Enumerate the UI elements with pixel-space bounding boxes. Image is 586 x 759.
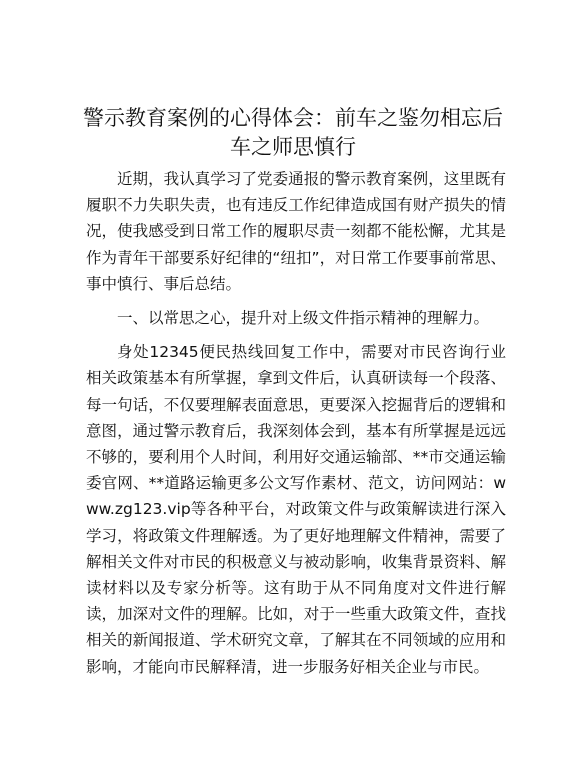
document-title-line-1: 警示教育案例的心得体会：前车之鉴勿相忘后 (83, 106, 503, 130)
intro-paragraph: 近期，我认真学习了党委通报的警示教育案例，这里既有履职不力失职失责，也有违反工作纪律造成国有财产损失的情况，使我感受到日常工作的履职尽责一刻都不能松懈，尤其是作为青年干部要系好纪律的“纽扣”，对日常工作要事前常思、事中慎行、事后总结。 (86, 170, 506, 293)
document-body (86, 166, 506, 680)
section-1-paragraph: 身处12345便民热线回复工作中，需要对市民咨询行业相关政策基本有所掌握，拿到文件后，认真研读每一个段落、每一句话，不仅要理解表面意思，更要深入挖掘背后的逻辑和意图，通过警示教育后，我深刻体会到，基本有所掌握是远远不够的，要利用个人时间，利用好交通运输部、**市交通运输委官网、**道路运输更多公文写作素材、范文，访问网站：www.zg123.vip等各种平台，对政策文件与政策解读进行深入学习，将政策文件理解透。为了更好地理解文件精神，需要了解相关文件对市民的积极意义与被动影响，收集背景资料、解读材料以及专家分析等。这有助于从不同角度对文件进行解读，加深对文件的理解。比如，对于一些重大政策文件，查找相关的新闻报道、学术研究文章，了解其在不同领域的应用和影响，才能向市民解释清，进一步服务好相关企业与市民。 (86, 343, 506, 676)
section-heading-1: 一、以常思之心，提升对上级文件指示精神的理解力。 (117, 309, 490, 328)
document-title-line-2: 车之师思慎行 (230, 135, 356, 159)
